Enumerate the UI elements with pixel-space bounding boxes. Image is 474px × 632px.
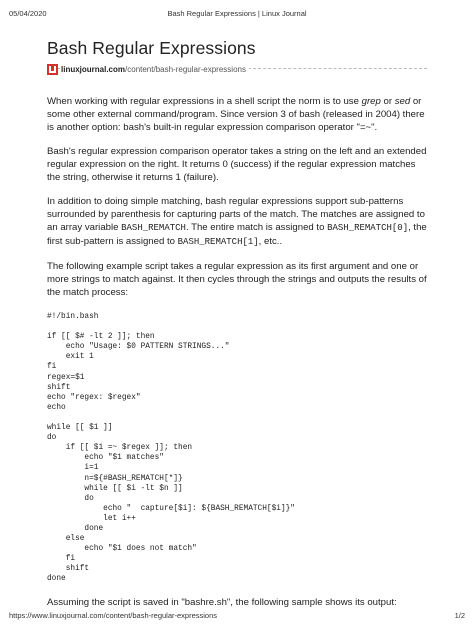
source-domain: linuxjournal.com [61,65,126,74]
paragraph-intro [47,95,427,134]
lj-logo-graphic [47,64,58,75]
linux-journal-logo-icon [47,64,58,75]
paragraph-subpatterns [47,195,427,249]
p3-text-c: , the first sub-pattern is assigned to [47,222,427,247]
print-footer [9,611,465,623]
footer-url: https://www.linuxjournal.com/content/bash-regular-expressions [9,611,218,620]
article-title: Bash Regular Expressions [47,38,256,58]
source-line [47,65,427,81]
p3-text-b: . The entire match is assigned to [185,222,328,233]
p1-text-b: or [380,96,395,107]
p1-grep: grep [361,96,381,107]
code-bash-rematch-1: BASH_REMATCH[1] [177,237,259,247]
page-number: 1/2 [454,611,465,620]
p3-text-d: , etc.. [258,236,283,247]
p1-sed: sed [394,96,411,107]
code-bash-rematch: BASH_REMATCH [121,223,186,233]
p1-text-c: or some other external command/program. Since version 3 of bash (released in 2004) there is another option: bash's built-in regular expression comparison operator "=~". [47,96,425,133]
print-header [9,9,465,21]
paragraph-output-intro: Assuming the script is saved in "bashre.sh", the following sample shows its output: [47,596,397,608]
source-path: /content/bash-regular-expressions [125,65,246,74]
print-title: Bash Regular Expressions | Linux Journal [167,9,307,18]
code-block: #!/bin.bash if [[ $# -lt 2 ]]; then echo "Usage: $0 PATTERN STRINGS..." exit 1 fi regex=$1 shift echo "regex: $regex" echo while [[ $1 ]] do if [[ $1 =~ $regex ]]; then echo "$1 matches" i=1 n=${#BASH_REMATCH[*]} while [[ $i -lt $n ]] do echo " capture[$i]: ${BASH_REMATCH[$i]}" let i++ done else echo "$1 does not match" fi shift done [47,313,295,584]
paragraph-operator: Bash's regular expression comparison operator takes a string on the left and an extended regular expression on the right. It returns 0 (success) if the regular expression matches the string, otherwise it returns 1 (failure). [47,146,427,183]
p3-text-a: In addition to doing simple matching, bash regular expressions support sub-patterns surrounded by parenthesis for capturing parts of the match. The matches are assigned to an array variable [47,196,425,233]
p1-text-a: When working with regular expressions in a shell script the norm is to use [47,96,362,107]
print-date: 05/04/2020 [9,9,47,18]
source-link[interactable] [61,65,249,74]
article [47,38,427,609]
paragraph-example-intro: The following example script takes a regular expression as its first argument and one or more strings to match against. It then cycles through the strings and outputs the results of the match process: [47,261,427,298]
code-bash-rematch-0: BASH_REMATCH[0] [327,223,409,233]
